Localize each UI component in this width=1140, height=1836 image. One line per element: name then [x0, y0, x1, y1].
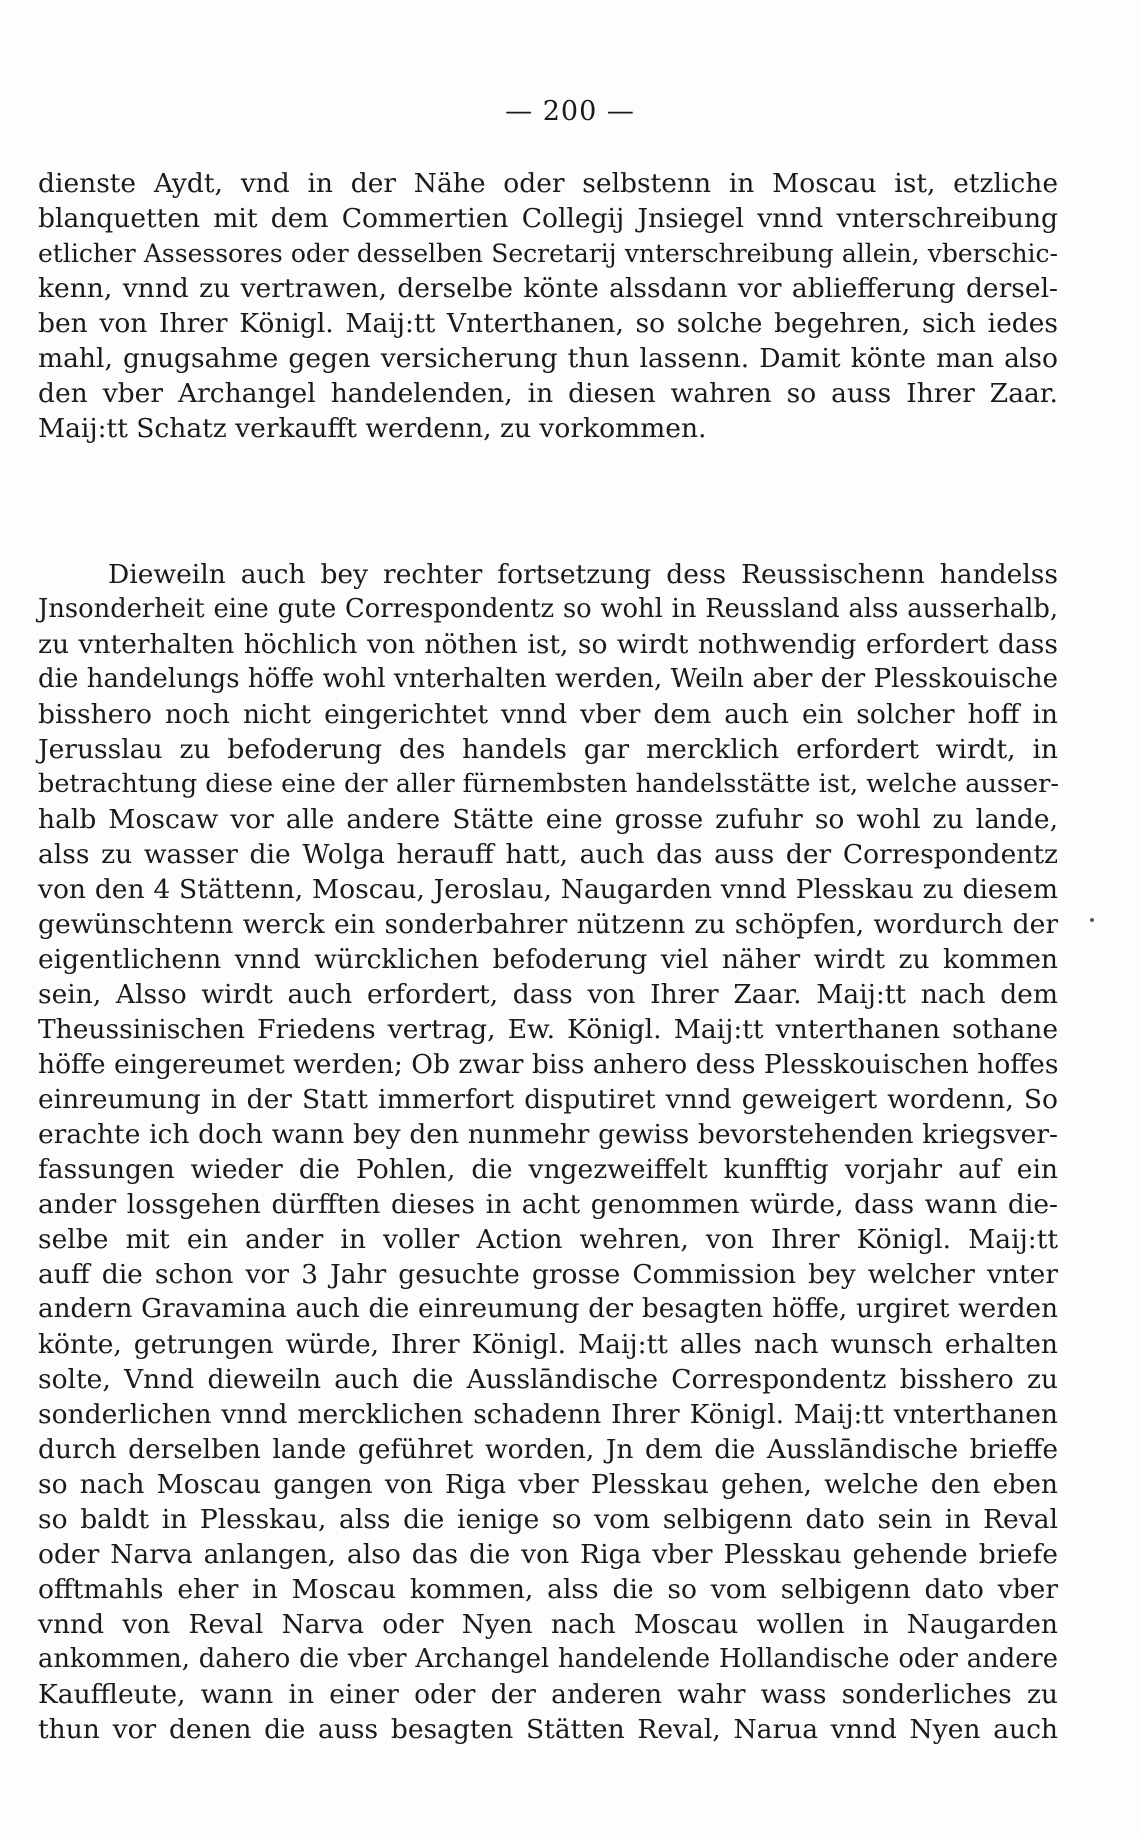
text-line: so baldt in Plesskau, alss die ienige so vom selbigenn dato sein in Reval: [38, 1504, 1058, 1535]
page-number: — 200 —: [505, 96, 635, 127]
text-line: dienste Aydt, vnd in der Nähe oder selbstenn in Moscau ist, etzliche: [38, 168, 1058, 199]
text-line: solte, Vnnd dieweiln auch die Ausslāndische Correspondentz bisshero zu: [38, 1364, 1058, 1395]
text-line: betrachtung diese eine der aller fürnembsten handelsstätte ist, welche ausser-: [38, 769, 1059, 799]
paragraph-2: [38, 557, 1058, 1747]
text-line: eigentlichenn vnnd würcklichen befoderung viel näher wirdt zu kommen: [38, 944, 1058, 975]
text-line: alss zu wasser die Wolga herauff hatt, auch das auss der Correspondentz: [38, 839, 1058, 870]
text-line: andern Gravamina auch die einreumung der besagten höffe, urgiret werden: [38, 1294, 1058, 1324]
text-line: könte, getrungen würde, Ihrer Königl. Maij:tt alles nach wunsch erhalten: [38, 1329, 1058, 1360]
text-line: den vber Archangel handelenden, in diesen wahren so auss Ihrer Zaar.: [38, 378, 1058, 409]
text-line: halb Moscaw vor alle andere Stätte eine grosse zufuhr so wohl zu lande,: [38, 804, 1058, 835]
text-line: sonderlichen vnnd mercklichen schadenn Ihrer Königl. Maij:tt vnterthanen: [38, 1399, 1058, 1430]
text-line: so nach Moscau gangen von Riga vber Plesskau gehen, welche den eben: [38, 1469, 1058, 1500]
text-line: vnnd von Reval Narva oder Nyen nach Moscau wollen in Naugarden: [38, 1609, 1058, 1640]
ink-speck: [1090, 918, 1094, 922]
text-line: Maij:tt Schatz verkaufft werdenn, zu vorkommen.: [38, 413, 707, 444]
text-line: thun vor denen die auss besagten Stätten Reval, Narua vnnd Nyen auch: [38, 1714, 1058, 1745]
text-line: ankommen, dahero die vber Archangel handelende Hollandische oder andere: [38, 1644, 1058, 1674]
text-line: blanquetten mit dem Commertien Collegij Jnsiegel vnnd vnterschreibung: [38, 203, 1058, 234]
text-line: auff die schon vor 3 Jahr gesuchte grosse Commission bey welcher vnter: [38, 1259, 1058, 1290]
text-line: mahl, gnugsahme gegen versicherung thun lassenn. Damit könte man also: [38, 343, 1058, 374]
text-line: einreumung in der Statt immerfort disputiret vnnd geweigert wordenn, So: [38, 1084, 1058, 1115]
text-line: Dieweiln auch bey rechter fortsetzung dess Reussischenn handelss: [108, 559, 1058, 590]
text-line: von den 4 Stättenn, Moscau, Jeroslau, Naugarden vnnd Plesskau zu diesem: [38, 874, 1058, 905]
text-line: Theussinischen Friedens vertrag, Ew. Königl. Maij:tt vnterthanen sothane: [38, 1014, 1058, 1045]
text-line: ben von Ihrer Königl. Maij:tt Vnterthanen, so solche begehren, sich iedes: [38, 308, 1058, 339]
text-line: die handelungs höffe wohl vnterhalten werden, Weiln aber der Plesskouische: [38, 664, 1058, 694]
text-line: Kauffleute, wann in einer oder der anderen wahr wass sonderliches zu: [38, 1679, 1058, 1710]
text-line: Jerusslau zu befoderung des handels gar mercklich erfordert wirdt, in: [38, 734, 1058, 765]
text-line: oder Narva anlangen, also das die von Riga vber Plesskau gehende briefe: [38, 1539, 1058, 1570]
text-line: sein, Alsso wirdt auch erfordert, dass von Ihrer Zaar. Maij:tt nach dem: [38, 979, 1058, 1010]
text-line: Jnsonderheit eine gute Correspondentz so wohl in Reussland alss ausserhalb,: [38, 594, 1058, 624]
text-line: kenn, vnnd zu vertrawen, derselbe könte alssdann vor abliefferung dersel-: [38, 273, 1058, 304]
text-line: etlicher Assessores oder desselben Secretarij vnterschreibung allein, vberschic-: [38, 239, 1058, 268]
text-line: bisshero noch nicht eingerichtet vnnd vber dem auch ein solcher hoff in: [38, 699, 1058, 730]
text-line: selbe mit ein ander in voller Action wehren, von Ihrer Königl. Maij:tt: [38, 1224, 1058, 1255]
text-line: ander lossgehen dürfften dieses in acht genommen würde, dass wann die-: [38, 1189, 1058, 1220]
text-line: zu vnterhalten höchlich von nöthen ist, so wirdt nothwendig erfordert dass: [38, 629, 1058, 660]
text-line: durch derselben lande geführet worden, Jn dem die Ausslāndische brieffe: [38, 1434, 1058, 1465]
text-line: höffe eingereumet werden; Ob zwar biss anhero dess Plesskouischen hoffes: [38, 1049, 1059, 1080]
paragraph-1: [38, 166, 1058, 446]
text-line: fassungen wieder die Pohlen, die vngezweiffelt kunfftig vorjahr auf ein: [38, 1154, 1058, 1185]
text-line: offtmahls eher in Moscau kommen, alss die so vom selbigenn dato vber: [38, 1574, 1058, 1605]
text-line: gewünschtenn werck ein sonderbahrer nützenn zu schöpfen, wordurch der: [38, 909, 1058, 940]
text-line: erachte ich doch wann bey den nunmehr gewiss bevorstehenden kriegsver-: [38, 1119, 1058, 1150]
